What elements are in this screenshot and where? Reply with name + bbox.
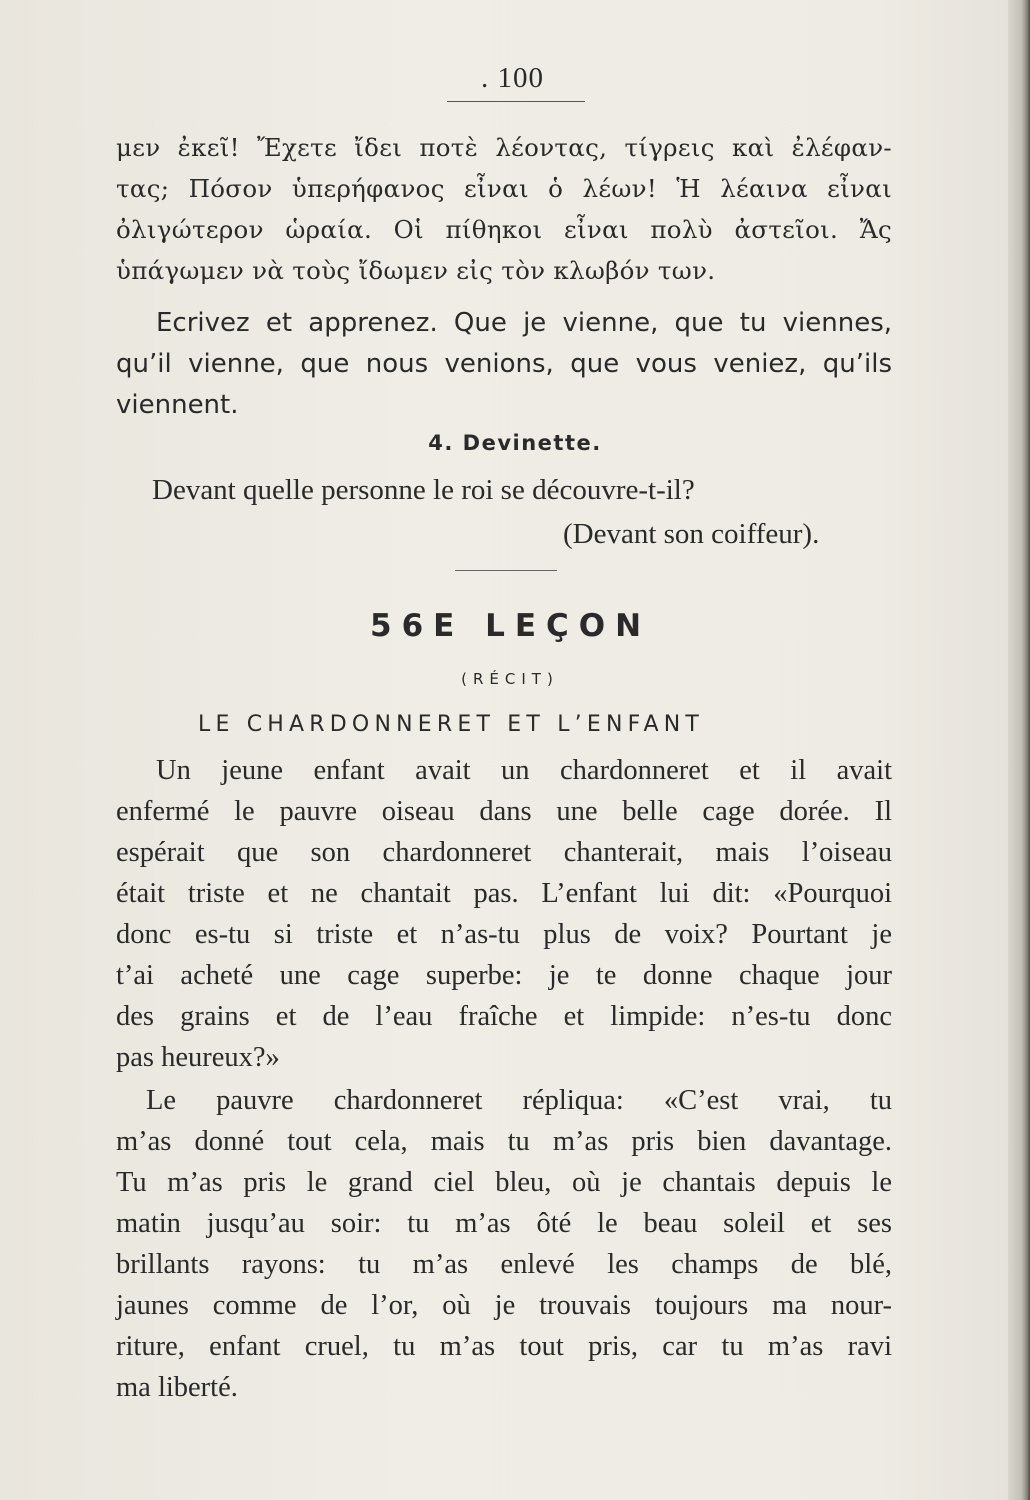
- story-line: des grains et de l’eau fraîche et limpide: n’es-tu donc: [116, 1001, 892, 1032]
- exercise-line: viennent.: [116, 390, 239, 420]
- story-line: pas heureux?»: [116, 1042, 280, 1073]
- lesson-title: 56E LEÇON: [370, 608, 652, 644]
- story-line: enfermé le pauvre oiseau dans une belle cage dorée. Il: [116, 796, 892, 827]
- riddle-question: Devant quelle personne le roi se découvre-t-il?: [152, 474, 695, 506]
- greek-line: τας; Πόσον ὑπερήφανος εἶναι ὁ λέων! Ἡ λέαινα εἶναι: [116, 174, 892, 203]
- greek-line: ὀλιγώτερον ὡραία. Οἱ πίθηκοι εἶναι πολὺ ἀστεῖοι. Ἄς: [116, 215, 892, 244]
- story-line: Un jeune enfant avait un chardonneret et il avait: [156, 755, 892, 786]
- exercise-paragraph: [116, 303, 892, 426]
- story-title: LE CHARDONNERET ET L’ENFANT: [198, 712, 704, 737]
- page-edge-shadow: [1008, 0, 1030, 1500]
- page-number: . 100: [481, 62, 544, 94]
- story-line: donc es-tu si triste et n’as-tu plus de voix? Pourtant je: [116, 919, 892, 950]
- story-line: jaunes comme de l’or, où je trouvais toujours ma nour-: [116, 1290, 892, 1321]
- story-line: matin jusqu’au soir: tu m’as ôté le beau soleil et ses: [116, 1208, 892, 1239]
- greek-line: ὑπάγωμεν νὰ τοὺς ἴδωμεν εἰς τὸν κλωβόν των.: [116, 256, 716, 285]
- story-line: était triste et ne chantait pas. L’enfant lui dit: «Pourquoi: [116, 878, 892, 909]
- story-line: Le pauvre chardonneret répliqua: «C’est vrai, tu: [146, 1085, 892, 1116]
- story-line: m’as donné tout cela, mais tu m’as pris bien davantage.: [116, 1126, 892, 1157]
- section-divider: [455, 570, 557, 571]
- story-paragraph-2: [116, 1080, 892, 1408]
- greek-paragraph: [116, 127, 892, 291]
- exercise-line: qu’il vienne, que nous venions, que vous veniez, qu’ils: [116, 349, 892, 379]
- story-line: brillants rayons: tu m’as enlevé les champs de blé,: [116, 1249, 892, 1280]
- greek-line: μεν ἐκεῖ! Ἔχετε ἴδει ποτὲ λέοντας, τίγρεις καὶ ἐλέφαν-: [116, 133, 892, 162]
- story-line: espérait que son chardonneret chanterait, mais l’oiseau: [116, 837, 892, 868]
- page-number-rule: [447, 101, 585, 102]
- story-line: t’ai acheté une cage superbe: je te donne chaque jour: [116, 960, 892, 991]
- exercise-line: Ecrivez et apprenez. Que je vienne, que tu viennes,: [156, 308, 892, 338]
- riddle-answer: (Devant son coiffeur).: [563, 518, 820, 550]
- lesson-subtitle: (RÉCIT): [461, 670, 559, 688]
- story-line: Tu m’as pris le grand ciel bleu, où je chantais depuis le: [116, 1167, 892, 1198]
- story-paragraph-1: [116, 750, 892, 1078]
- story-line: ma liberté.: [116, 1372, 238, 1403]
- story-line: riture, enfant cruel, tu m’as tout pris, car tu m’as ravi: [116, 1331, 892, 1362]
- devinette-heading: 4. Devinette.: [428, 431, 602, 455]
